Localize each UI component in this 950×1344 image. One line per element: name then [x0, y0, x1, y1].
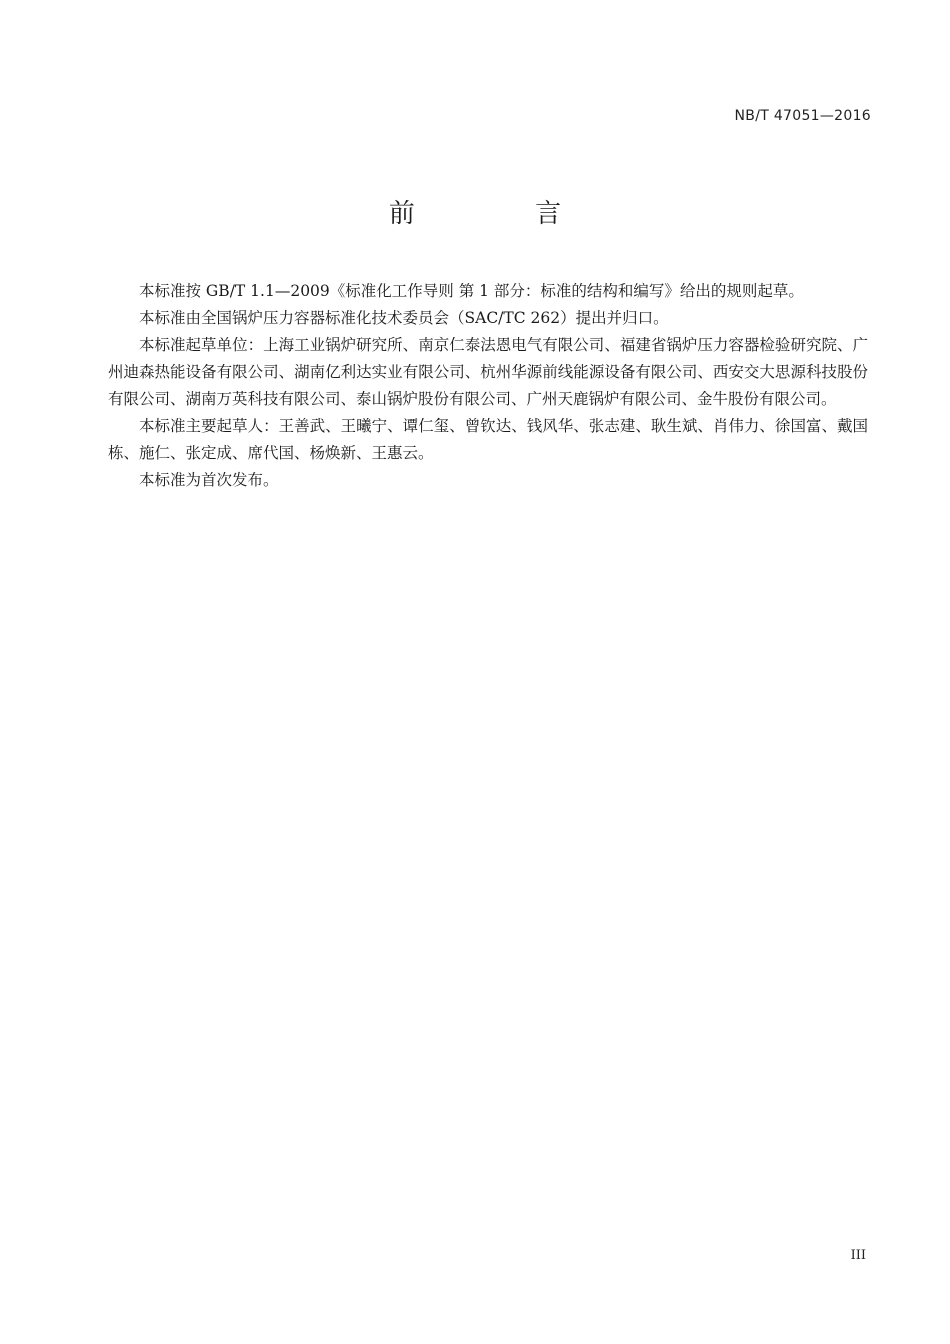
- page-number: III: [850, 1248, 866, 1263]
- standard-code: NB/T 47051—2016: [734, 108, 871, 124]
- paragraph-drafters: 本标准主要起草人：王善武、王曦宁、谭仁玺、曾钦达、钱风华、张志建、耿生斌、肖伟力、徐国富、戴国栋、施仁、张定成、席代国、杨焕新、王惠云。: [108, 417, 868, 462]
- paragraph-drafting-rules: 本标准按 GB/T 1.1—2009《标准化工作导则 第 1 部分：标准的结构和编写》给出的规则起草。: [139, 282, 804, 300]
- document-body: [108, 278, 868, 494]
- paragraph-proposer: 本标准由全国锅炉压力容器标准化技术委员会（SAC/TC 262）提出并归口。: [139, 309, 669, 327]
- paragraph-drafting-units: 本标准起草单位：上海工业锅炉研究所、南京仁泰法恩电气有限公司、福建省锅炉压力容器检验研究院、广州迪森热能设备有限公司、湖南亿利达实业有限公司、杭州华源前线能源设备有限公司、西安交大思源科技股份有限公司、湖南万英科技有限公司、泰山锅炉股份有限公司、广州天鹿锅炉有限公司、金牛股份有限公司。: [108, 336, 868, 408]
- page-title: 前 言: [388, 199, 618, 229]
- paragraph-first-release: 本标准为首次发布。: [139, 471, 279, 489]
